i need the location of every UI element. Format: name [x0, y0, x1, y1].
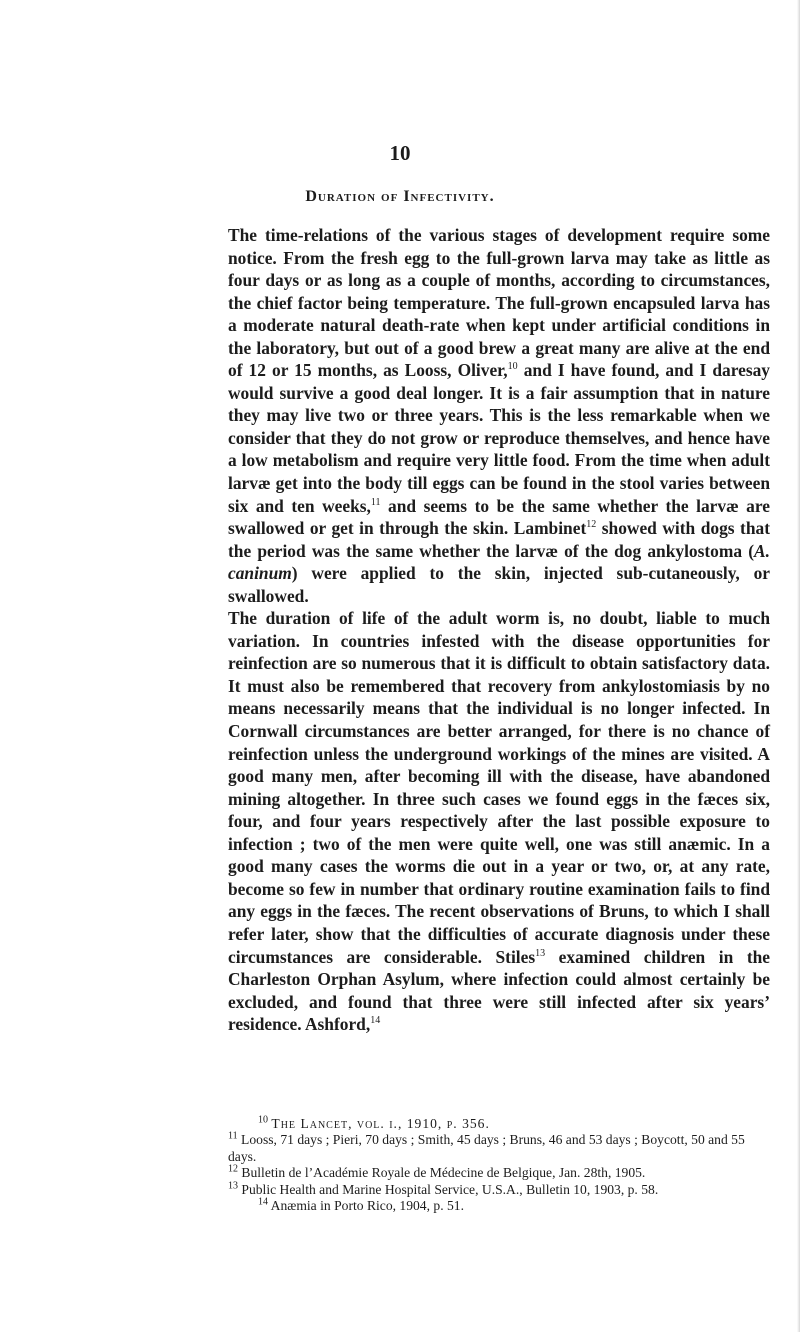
paragraph-text: The duration of life of the adult worm is, no doubt, liable to much variation. In countries infested with the disease opportunities for reinfection are so numerous that it is difficult to obtain satisfactory data. It must also be remembered that recovery from ankylostomiasis by no means necessarily means that the individual is no longer infected. In Cornwall circumstances are better arranged, for there is no chance of reinfection unless the underground workings of the mines are visited. A good many men, after becoming ill with the disease, have abandoned mining altogether. In three such cases we found eggs in the fæces six, four, and four years respectively after the last possible exposure to infection ; two of the men were quite well, one was still anæmic. In a good many cases the worms die out in a year or two, or, at any rate, become so few in number that ordinary routine examination fails to find any eggs in the fæces. The recent observations of Bruns, to which I shall refer later, show that the difficulties of accurate diagnosis under these circumstances are considerable. Stiles [228, 608, 770, 967]
page-number: 10 [389, 141, 411, 165]
footnote-ref: 14 [370, 1015, 381, 1027]
footnote [228, 1116, 770, 1132]
footnote [228, 1132, 770, 1165]
footnote-number: 12 [228, 1163, 238, 1175]
footnote-number: 13 [228, 1180, 238, 1192]
footnote-ref: 11 [370, 496, 381, 508]
footnotes [228, 1116, 770, 1214]
footnote-ref: 10 [507, 361, 518, 373]
paragraph-text: examined children in the Charleston Orphan Asylum, where infection could almost certainly be excluded, and found that three were still infected after six years’ residence. Ashford, [228, 946, 771, 1035]
paragraph-text: ) were applied to the skin, injected sub-cutaneously, or swallowed. [228, 563, 770, 606]
footnote [228, 1198, 770, 1214]
footnote-text: Bulletin de l’Académie Royale de Médecine de Belgique, Jan. 28th, 1905. [241, 1165, 646, 1181]
body-text [228, 224, 770, 1036]
footnote [228, 1165, 770, 1181]
species-name: A. caninum [228, 540, 770, 584]
paragraph-text: showed with dogs that the period was the same whether the larvæ of the dog ankylostoma ( [228, 518, 771, 561]
footnote-number: 11 [228, 1130, 238, 1142]
section-heading: Duration of Infectivity. [305, 188, 495, 205]
paragraph [228, 224, 770, 607]
footnote-ref: 12 [586, 519, 597, 531]
footnote-text: Anæmia in Porto Rico, 1904, p. 51. [270, 1198, 464, 1214]
footnote-ref: 13 [535, 947, 546, 959]
footnote [228, 1182, 770, 1198]
paragraph-text: and seems to be the same whether the larvæ are swallowed or get in through the skin. Lambinet [228, 495, 770, 539]
paragraph-text: and I have found, and I daresay would survive a good deal longer. It is a fair assumption that in nature they may live two or three years. This is the less remarkable when we consider that they do not grow or reproduce themselves, and hence have a low metabolism and require very little food. From the time when adult larvæ get into the body till eggs can be found in the stool varies between six and ten weeks, [228, 360, 770, 516]
footnote-text: Looss, 71 days ; Pieri, 70 days ; Smith, 45 days ; Bruns, 46 and 53 days ; Boycott, 50 and 55 days. [228, 1132, 745, 1164]
paragraph-text: The time-relations of the various stages of development require some notice. From the fresh egg to the full-grown larva may take as little as four days or as long as a couple of months, according to circumstances, the chief factor being temperature. The full-grown encapsuled larva has a moderate natural death-rate when kept under artificial conditions in the laboratory, but out of a good brew a great many are alive at the end of 12 or 15 months, as Looss, Oliver, [228, 225, 770, 381]
footnote-text: Public Health and Marine Hospital Service, U.S.A., Bulletin 10, 1903, p. 58. [241, 1181, 659, 1197]
footnote-number: 10 [258, 1114, 268, 1126]
footnote-number: 14 [258, 1196, 268, 1208]
footnote-text: The Lancet, vol. i., 1910, p. 356. [271, 1116, 490, 1131]
paragraph [228, 607, 770, 1035]
